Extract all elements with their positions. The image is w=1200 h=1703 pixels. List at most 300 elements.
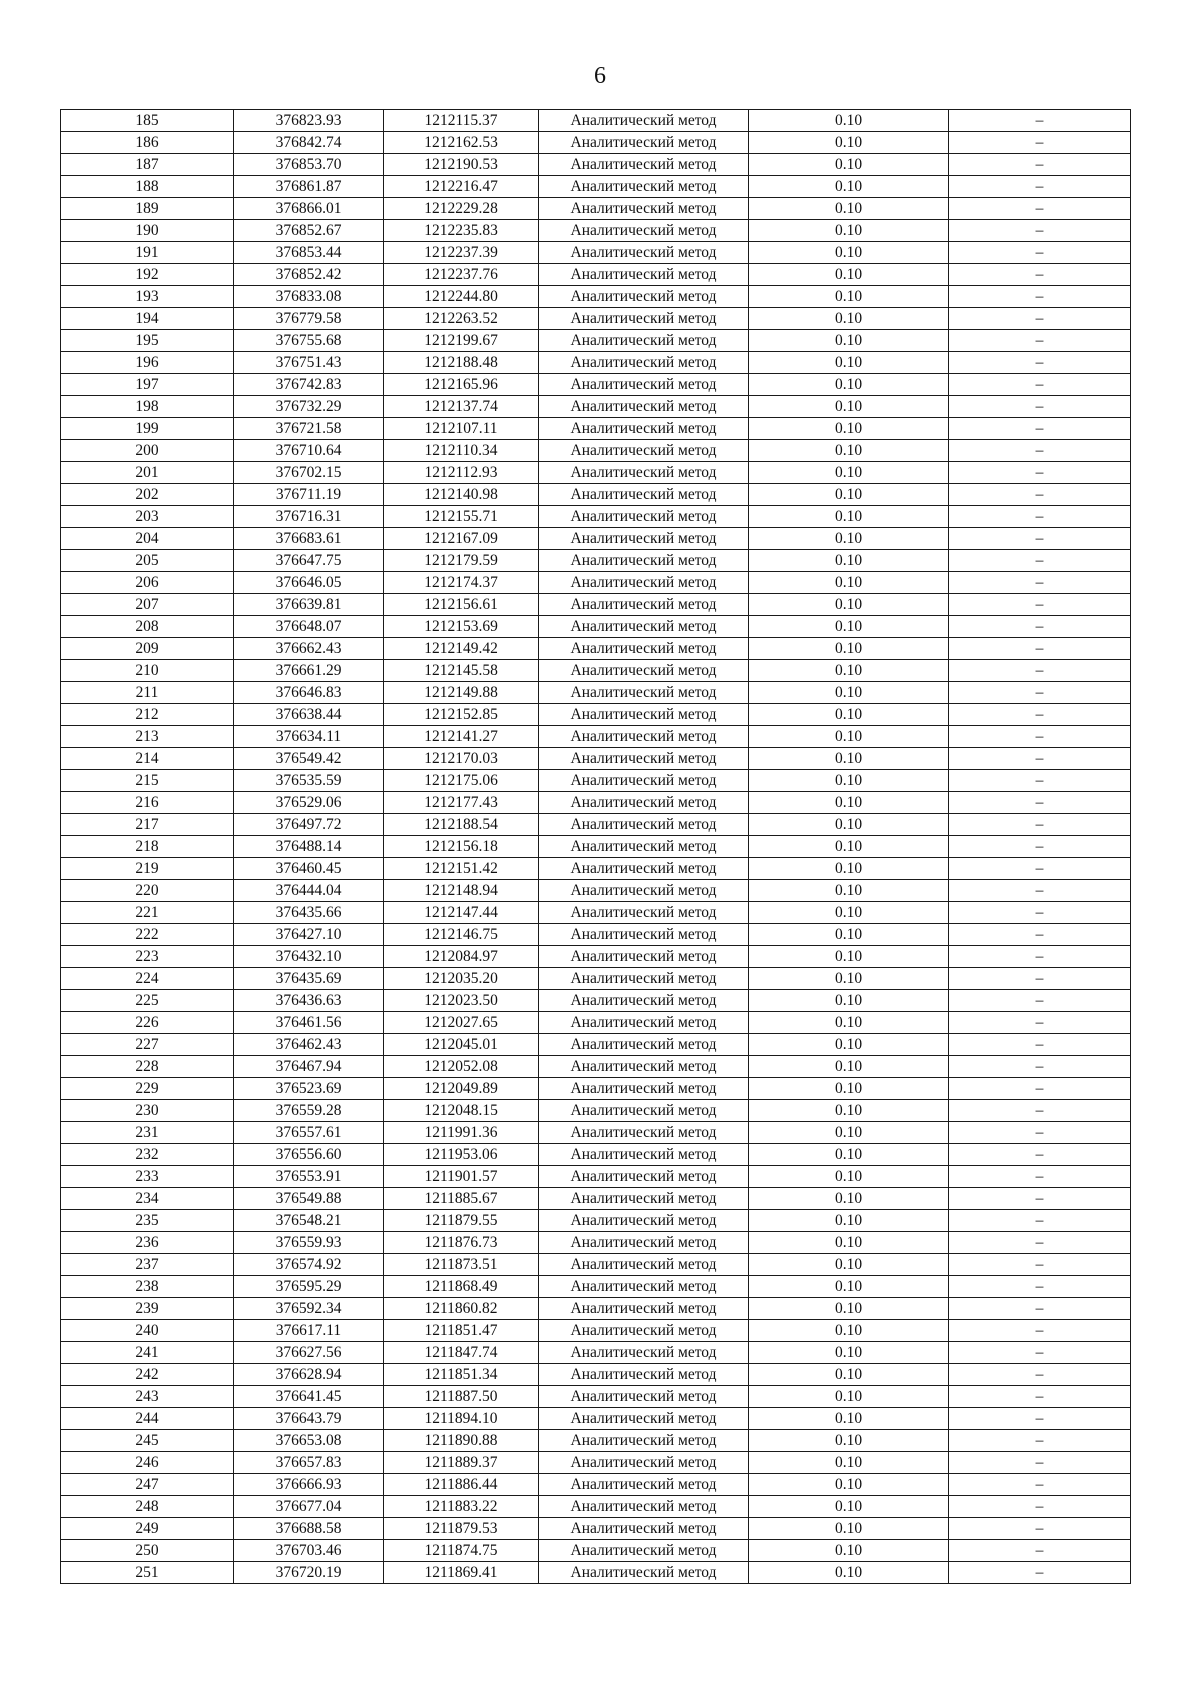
note-cell: – [949,154,1131,176]
y-coordinate-cell: 1211874.75 [384,1540,539,1562]
note-cell: – [949,396,1131,418]
method-cell: Аналитический метод [539,1364,749,1386]
accuracy-cell: 0.10 [749,308,949,330]
method-cell: Аналитический метод [539,660,749,682]
point-number-cell: 243 [61,1386,234,1408]
method-cell: Аналитический метод [539,330,749,352]
point-number-cell: 188 [61,176,234,198]
accuracy-cell: 0.10 [749,858,949,880]
table-row [61,484,1131,506]
table-row [61,1298,1131,1320]
y-coordinate-cell: 1212146.75 [384,924,539,946]
table-row [61,594,1131,616]
accuracy-cell: 0.10 [749,198,949,220]
method-cell: Аналитический метод [539,1320,749,1342]
point-number-cell: 246 [61,1452,234,1474]
accuracy-cell: 0.10 [749,638,949,660]
point-number-cell: 226 [61,1012,234,1034]
y-coordinate-cell: 1211889.37 [384,1452,539,1474]
method-cell: Аналитический метод [539,1430,749,1452]
point-number-cell: 240 [61,1320,234,1342]
x-coordinate-cell: 376683.61 [234,528,384,550]
table-row [61,1122,1131,1144]
x-coordinate-cell: 376833.08 [234,286,384,308]
y-coordinate-cell: 1212177.43 [384,792,539,814]
point-number-cell: 214 [61,748,234,770]
accuracy-cell: 0.10 [749,1540,949,1562]
table-row [61,1166,1131,1188]
note-cell: – [949,1166,1131,1188]
table-row [61,924,1131,946]
y-coordinate-cell: 1211883.22 [384,1496,539,1518]
point-number-cell: 212 [61,704,234,726]
note-cell: – [949,1518,1131,1540]
point-number-cell: 200 [61,440,234,462]
table-row [61,726,1131,748]
x-coordinate-cell: 376720.19 [234,1562,384,1584]
note-cell: – [949,132,1131,154]
y-coordinate-cell: 1211860.82 [384,1298,539,1320]
accuracy-cell: 0.10 [749,572,949,594]
note-cell: – [949,242,1131,264]
x-coordinate-cell: 376557.61 [234,1122,384,1144]
point-number-cell: 194 [61,308,234,330]
accuracy-cell: 0.10 [749,1320,949,1342]
point-number-cell: 223 [61,946,234,968]
accuracy-cell: 0.10 [749,1386,949,1408]
y-coordinate-cell: 1212162.53 [384,132,539,154]
accuracy-cell: 0.10 [749,880,949,902]
y-coordinate-cell: 1212174.37 [384,572,539,594]
x-coordinate-cell: 376627.56 [234,1342,384,1364]
x-coordinate-cell: 376703.46 [234,1540,384,1562]
method-cell: Аналитический метод [539,1210,749,1232]
point-number-cell: 207 [61,594,234,616]
x-coordinate-cell: 376427.10 [234,924,384,946]
accuracy-cell: 0.10 [749,660,949,682]
method-cell: Аналитический метод [539,880,749,902]
accuracy-cell: 0.10 [749,242,949,264]
point-number-cell: 236 [61,1232,234,1254]
y-coordinate-cell: 1212229.28 [384,198,539,220]
table-row [61,308,1131,330]
method-cell: Аналитический метод [539,1056,749,1078]
accuracy-cell: 0.10 [749,1078,949,1100]
table-row [61,1034,1131,1056]
y-coordinate-cell: 1212165.96 [384,374,539,396]
accuracy-cell: 0.10 [749,1188,949,1210]
table-row [61,330,1131,352]
y-coordinate-cell: 1212035.20 [384,968,539,990]
method-cell: Аналитический метод [539,616,749,638]
accuracy-cell: 0.10 [749,1474,949,1496]
y-coordinate-cell: 1211879.55 [384,1210,539,1232]
point-number-cell: 195 [61,330,234,352]
method-cell: Аналитический метод [539,1188,749,1210]
method-cell: Аналитический метод [539,484,749,506]
point-number-cell: 241 [61,1342,234,1364]
y-coordinate-cell: 1211953.06 [384,1144,539,1166]
accuracy-cell: 0.10 [749,1210,949,1232]
method-cell: Аналитический метод [539,1518,749,1540]
x-coordinate-cell: 376634.11 [234,726,384,748]
accuracy-cell: 0.10 [749,924,949,946]
method-cell: Аналитический метод [539,1540,749,1562]
accuracy-cell: 0.10 [749,1276,949,1298]
point-number-cell: 213 [61,726,234,748]
y-coordinate-cell: 1211851.34 [384,1364,539,1386]
accuracy-cell: 0.10 [749,1342,949,1364]
table-row [61,748,1131,770]
method-cell: Аналитический метод [539,990,749,1012]
note-cell: – [949,1342,1131,1364]
y-coordinate-cell: 1211886.44 [384,1474,539,1496]
table-row [61,1056,1131,1078]
note-cell: – [949,528,1131,550]
method-cell: Аналитический метод [539,528,749,550]
point-number-cell: 185 [61,110,234,132]
method-cell: Аналитический метод [539,440,749,462]
point-number-cell: 228 [61,1056,234,1078]
method-cell: Аналитический метод [539,418,749,440]
x-coordinate-cell: 376661.29 [234,660,384,682]
note-cell: – [949,1562,1131,1584]
table-row [61,638,1131,660]
x-coordinate-cell: 376653.08 [234,1430,384,1452]
x-coordinate-cell: 376556.60 [234,1144,384,1166]
note-cell: – [949,220,1131,242]
table-row [61,198,1131,220]
y-coordinate-cell: 1212027.65 [384,1012,539,1034]
method-cell: Аналитический метод [539,242,749,264]
accuracy-cell: 0.10 [749,946,949,968]
y-coordinate-cell: 1212084.97 [384,946,539,968]
x-coordinate-cell: 376553.91 [234,1166,384,1188]
note-cell: – [949,1320,1131,1342]
accuracy-cell: 0.10 [749,968,949,990]
method-cell: Аналитический метод [539,1232,749,1254]
method-cell: Аналитический метод [539,264,749,286]
y-coordinate-cell: 1212152.85 [384,704,539,726]
y-coordinate-cell: 1212049.89 [384,1078,539,1100]
accuracy-cell: 0.10 [749,1254,949,1276]
table-row [61,1276,1131,1298]
note-cell: – [949,506,1131,528]
method-cell: Аналитический метод [539,836,749,858]
table-row [61,880,1131,902]
note-cell: – [949,418,1131,440]
x-coordinate-cell: 376559.28 [234,1100,384,1122]
y-coordinate-cell: 1212153.69 [384,616,539,638]
note-cell: – [949,1100,1131,1122]
note-cell: – [949,990,1131,1012]
note-cell: – [949,836,1131,858]
accuracy-cell: 0.10 [749,462,949,484]
accuracy-cell: 0.10 [749,1232,949,1254]
y-coordinate-cell: 1212147.44 [384,902,539,924]
accuracy-cell: 0.10 [749,1562,949,1584]
table-row [61,1452,1131,1474]
page-number: 6 [594,63,606,89]
y-coordinate-cell: 1212237.76 [384,264,539,286]
table-row [61,814,1131,836]
method-cell: Аналитический метод [539,748,749,770]
x-coordinate-cell: 376643.79 [234,1408,384,1430]
note-cell: – [949,660,1131,682]
table-row [61,132,1131,154]
x-coordinate-cell: 376638.44 [234,704,384,726]
x-coordinate-cell: 376853.70 [234,154,384,176]
y-coordinate-cell: 1212145.58 [384,660,539,682]
x-coordinate-cell: 376866.01 [234,198,384,220]
y-coordinate-cell: 1211879.53 [384,1518,539,1540]
y-coordinate-cell: 1212190.53 [384,154,539,176]
method-cell: Аналитический метод [539,1276,749,1298]
note-cell: – [949,1452,1131,1474]
accuracy-cell: 0.10 [749,550,949,572]
point-number-cell: 251 [61,1562,234,1584]
y-coordinate-cell: 1211890.88 [384,1430,539,1452]
x-coordinate-cell: 376702.15 [234,462,384,484]
x-coordinate-cell: 376842.74 [234,132,384,154]
point-number-cell: 225 [61,990,234,1012]
accuracy-cell: 0.10 [749,418,949,440]
y-coordinate-cell: 1212141.27 [384,726,539,748]
table-row [61,1386,1131,1408]
point-number-cell: 205 [61,550,234,572]
note-cell: – [949,110,1131,132]
table-row [61,1540,1131,1562]
table-row [61,1100,1131,1122]
method-cell: Аналитический метод [539,396,749,418]
accuracy-cell: 0.10 [749,616,949,638]
x-coordinate-cell: 376617.11 [234,1320,384,1342]
note-cell: – [949,1408,1131,1430]
x-coordinate-cell: 376852.42 [234,264,384,286]
x-coordinate-cell: 376535.59 [234,770,384,792]
accuracy-cell: 0.10 [749,682,949,704]
table-row [61,1408,1131,1430]
point-number-cell: 232 [61,1144,234,1166]
note-cell: – [949,176,1131,198]
note-cell: – [949,1386,1131,1408]
method-cell: Аналитический метод [539,858,749,880]
y-coordinate-cell: 1212263.52 [384,308,539,330]
accuracy-cell: 0.10 [749,594,949,616]
note-cell: – [949,902,1131,924]
point-number-cell: 198 [61,396,234,418]
table-row [61,176,1131,198]
note-cell: – [949,968,1131,990]
y-coordinate-cell: 1211876.73 [384,1232,539,1254]
point-number-cell: 202 [61,484,234,506]
y-coordinate-cell: 1211887.50 [384,1386,539,1408]
method-cell: Аналитический метод [539,1122,749,1144]
point-number-cell: 203 [61,506,234,528]
table-row [61,1144,1131,1166]
x-coordinate-cell: 376779.58 [234,308,384,330]
x-coordinate-cell: 376435.69 [234,968,384,990]
accuracy-cell: 0.10 [749,154,949,176]
point-number-cell: 192 [61,264,234,286]
x-coordinate-cell: 376462.43 [234,1034,384,1056]
method-cell: Аналитический метод [539,638,749,660]
note-cell: – [949,1540,1131,1562]
x-coordinate-cell: 376523.69 [234,1078,384,1100]
table-row [61,770,1131,792]
x-coordinate-cell: 376721.58 [234,418,384,440]
method-cell: Аналитический метод [539,506,749,528]
x-coordinate-cell: 376467.94 [234,1056,384,1078]
table-row [61,154,1131,176]
table-row [61,1078,1131,1100]
accuracy-cell: 0.10 [749,528,949,550]
table-row [61,946,1131,968]
x-coordinate-cell: 376549.88 [234,1188,384,1210]
y-coordinate-cell: 1211868.49 [384,1276,539,1298]
point-number-cell: 221 [61,902,234,924]
point-number-cell: 227 [61,1034,234,1056]
note-cell: – [949,330,1131,352]
method-cell: Аналитический метод [539,946,749,968]
y-coordinate-cell: 1212235.83 [384,220,539,242]
note-cell: – [949,1276,1131,1298]
note-cell: – [949,1012,1131,1034]
x-coordinate-cell: 376732.29 [234,396,384,418]
x-coordinate-cell: 376595.29 [234,1276,384,1298]
table-row [61,242,1131,264]
accuracy-cell: 0.10 [749,748,949,770]
point-number-cell: 247 [61,1474,234,1496]
point-number-cell: 229 [61,1078,234,1100]
accuracy-cell: 0.10 [749,792,949,814]
note-cell: – [949,1210,1131,1232]
y-coordinate-cell: 1212107.11 [384,418,539,440]
table-row [61,374,1131,396]
accuracy-cell: 0.10 [749,726,949,748]
x-coordinate-cell: 376488.14 [234,836,384,858]
y-coordinate-cell: 1212244.80 [384,286,539,308]
accuracy-cell: 0.10 [749,1298,949,1320]
y-coordinate-cell: 1212175.06 [384,770,539,792]
x-coordinate-cell: 376823.93 [234,110,384,132]
point-number-cell: 197 [61,374,234,396]
accuracy-cell: 0.10 [749,770,949,792]
y-coordinate-cell: 1212199.67 [384,330,539,352]
method-cell: Аналитический метод [539,704,749,726]
note-cell: – [949,286,1131,308]
method-cell: Аналитический метод [539,1452,749,1474]
point-number-cell: 201 [61,462,234,484]
table-row [61,858,1131,880]
note-cell: – [949,924,1131,946]
method-cell: Аналитический метод [539,110,749,132]
point-number-cell: 196 [61,352,234,374]
method-cell: Аналитический метод [539,132,749,154]
x-coordinate-cell: 376432.10 [234,946,384,968]
method-cell: Аналитический метод [539,550,749,572]
method-cell: Аналитический метод [539,1078,749,1100]
point-number-cell: 199 [61,418,234,440]
point-number-cell: 204 [61,528,234,550]
point-number-cell: 211 [61,682,234,704]
accuracy-cell: 0.10 [749,374,949,396]
y-coordinate-cell: 1212048.15 [384,1100,539,1122]
table-row [61,528,1131,550]
note-cell: – [949,880,1131,902]
y-coordinate-cell: 1212149.42 [384,638,539,660]
point-number-cell: 190 [61,220,234,242]
y-coordinate-cell: 1211894.10 [384,1408,539,1430]
table-row [61,572,1131,594]
table-row [61,660,1131,682]
accuracy-cell: 0.10 [749,902,949,924]
method-cell: Аналитический метод [539,968,749,990]
y-coordinate-cell: 1212023.50 [384,990,539,1012]
x-coordinate-cell: 376639.81 [234,594,384,616]
method-cell: Аналитический метод [539,374,749,396]
table-row [61,264,1131,286]
note-cell: – [949,1430,1131,1452]
y-coordinate-cell: 1212045.01 [384,1034,539,1056]
method-cell: Аналитический метод [539,924,749,946]
note-cell: – [949,770,1131,792]
y-coordinate-cell: 1212216.47 [384,176,539,198]
accuracy-cell: 0.10 [749,132,949,154]
table-row [61,506,1131,528]
x-coordinate-cell: 376461.56 [234,1012,384,1034]
note-cell: – [949,1144,1131,1166]
accuracy-cell: 0.10 [749,352,949,374]
table-row [61,1210,1131,1232]
table-row [61,1012,1131,1034]
table-row [61,968,1131,990]
table-row [61,792,1131,814]
point-number-cell: 237 [61,1254,234,1276]
y-coordinate-cell: 1211869.41 [384,1562,539,1584]
x-coordinate-cell: 376559.93 [234,1232,384,1254]
x-coordinate-cell: 376742.83 [234,374,384,396]
method-cell: Аналитический метод [539,176,749,198]
x-coordinate-cell: 376861.87 [234,176,384,198]
method-cell: Аналитический метод [539,198,749,220]
x-coordinate-cell: 376716.31 [234,506,384,528]
point-number-cell: 224 [61,968,234,990]
method-cell: Аналитический метод [539,1034,749,1056]
point-number-cell: 239 [61,1298,234,1320]
table-row [61,110,1131,132]
point-number-cell: 250 [61,1540,234,1562]
y-coordinate-cell: 1212167.09 [384,528,539,550]
note-cell: – [949,814,1131,836]
note-cell: – [949,1188,1131,1210]
table-row [61,286,1131,308]
method-cell: Аналитический метод [539,1100,749,1122]
x-coordinate-cell: 376677.04 [234,1496,384,1518]
x-coordinate-cell: 376666.93 [234,1474,384,1496]
point-number-cell: 220 [61,880,234,902]
table-row [61,682,1131,704]
method-cell: Аналитический метод [539,682,749,704]
y-coordinate-cell: 1212115.37 [384,110,539,132]
table-row [61,902,1131,924]
table-row [61,1562,1131,1584]
note-cell: – [949,748,1131,770]
point-number-cell: 233 [61,1166,234,1188]
note-cell: – [949,1122,1131,1144]
point-number-cell: 215 [61,770,234,792]
accuracy-cell: 0.10 [749,1144,949,1166]
